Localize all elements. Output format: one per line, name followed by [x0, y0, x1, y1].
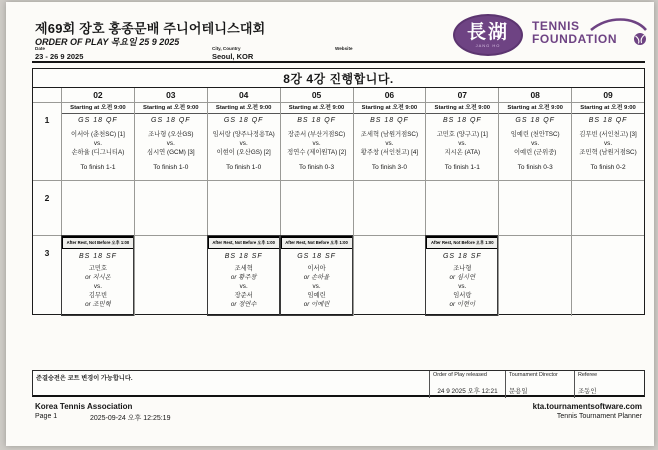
match-cell-r1-court03 — [134, 102, 207, 180]
match-cell-r3-court04 — [207, 235, 280, 316]
player-1: 이서아 — [307, 265, 326, 272]
empty-cell-r2-court06 — [353, 180, 426, 235]
player-1: 고민호 — [88, 265, 108, 272]
match-cell-r3-court05 — [280, 235, 353, 316]
finish-score: To finish 0-3 — [299, 164, 335, 171]
after-rest-note: After Rest, Not Before 오후 1:00 — [281, 236, 353, 249]
row-number-1: 1 — [33, 102, 61, 180]
order-of-play-table — [32, 68, 645, 315]
player-2-alt: or 조민혁 — [85, 301, 111, 308]
event-name: BS 18 QF — [370, 117, 409, 124]
match-cell-r3-court02 — [61, 235, 134, 316]
court-header-09: 09 — [571, 88, 644, 102]
finish-score: To finish 1-1 — [444, 164, 480, 171]
printed-timestamp: 2025-09-24 오후 12:25:19 — [90, 415, 171, 422]
event-name: GS 18 QF — [151, 117, 191, 124]
website-label: Website — [335, 46, 353, 51]
page-number: Page 1 — [35, 413, 58, 420]
referee-value: 조동인 — [574, 383, 644, 398]
finish-score: To finish 1-0 — [226, 164, 262, 171]
court-change-note: 준결승전은 코트 변경이 가능합니다. — [36, 375, 133, 382]
empty-cell-r3-court03 — [134, 235, 207, 316]
event-name: GS 18 SF — [442, 253, 482, 260]
tournament-title: 제69회 장호 홍종문배 주니어테니스대회 — [35, 21, 266, 36]
row-number-2: 2 — [33, 180, 61, 235]
court-header-02: 02 — [61, 88, 134, 102]
player-1: 조세혁 — [234, 265, 253, 272]
player-1-alt: or 지시온 — [85, 274, 111, 281]
start-time: Starting at 오전 9:00 — [135, 103, 207, 114]
start-time: Starting at 오전 9:00 — [281, 103, 353, 114]
match-cell-r1-court09 — [571, 102, 644, 180]
empty-cell-r3-court08 — [498, 235, 571, 316]
tennis-ball-swoosh-icon — [590, 14, 652, 50]
after-rest-note: After Rest, Not Before 오후 1:00 — [426, 236, 498, 249]
event-name: GS 18 QF — [78, 117, 118, 124]
player-1: 임서랑 (양주나정용TA) — [212, 131, 275, 138]
after-rest-note: After Rest, Not Before 오후 1:00 — [208, 236, 280, 249]
empty-cell-r3-court06 — [353, 235, 426, 316]
start-time: Starting at 오전 9:00 — [499, 103, 571, 114]
player-2: 이예린 (군위중) — [513, 149, 557, 156]
website-field — [335, 46, 353, 52]
match-cell-r1-court02 — [61, 102, 134, 180]
player-2: 황주창 (서인천고) [4] — [360, 149, 419, 156]
empty-cell-r2-court03 — [134, 180, 207, 235]
start-time: Starting at 오전 9:00 — [572, 103, 644, 114]
player-2-alt: or 이예린 — [303, 301, 330, 308]
player-1: 김무빈 (서인천고) [3] — [579, 131, 637, 138]
date-value: 23 - 26 9 2025 — [35, 52, 84, 61]
player-1: 조나형 (오산GS) — [148, 131, 194, 138]
released-value: 24 9 2025 오후 12:21 — [429, 383, 505, 398]
player-2-alt: or 이현이 — [449, 301, 476, 308]
start-time: Starting at 오전 9:00 — [208, 103, 280, 114]
player-2: 지시온 (ATA) — [444, 149, 481, 156]
announcement-banner: 8강 4강 진행합니다. — [33, 69, 644, 88]
player-2: 이현이 (오산GS) [2] — [216, 149, 271, 156]
association-name: Korea Tennis Association — [35, 402, 133, 411]
player-2: 임예린 — [307, 292, 326, 299]
vs-label: vs. — [458, 140, 467, 147]
event-name: GS 18 SF — [297, 253, 336, 260]
match-cell-r3-court07 — [425, 235, 498, 316]
finish-score: To finish 1-1 — [80, 164, 116, 171]
vs-label: vs. — [458, 283, 467, 290]
vs-label: vs. — [385, 140, 394, 147]
court-header-07: 07 — [425, 88, 498, 102]
player-1: 조세혁 (남원거점SC) — [360, 131, 419, 138]
vs-label: vs. — [239, 140, 248, 147]
website-url: kta.tournamentsoftware.com — [532, 402, 642, 411]
finish-score: To finish 3-0 — [371, 164, 407, 171]
finish-score: To finish 0-3 — [517, 164, 553, 171]
player-2: 손하율 (디그니티A) — [71, 149, 125, 156]
city-label: City, Country — [212, 46, 241, 51]
row-number-header — [33, 88, 61, 102]
match-cell-r1-court04 — [207, 102, 280, 180]
player-2: 심시연 (GCM) [3] — [146, 149, 195, 156]
player-2: 조민혁 (남원거점SC) — [579, 149, 637, 156]
jangho-oval-logo — [453, 14, 523, 56]
vs-label: vs. — [604, 140, 613, 147]
event-name: GS 18 QF — [515, 117, 555, 124]
vs-label: vs. — [312, 283, 321, 290]
date-label: Date — [35, 46, 45, 51]
release-info-table — [32, 370, 645, 397]
player-2: 정연수 (제이원TA) [2] — [287, 149, 346, 156]
vs-label: vs. — [93, 283, 102, 290]
event-name: GS 18 QF — [223, 117, 264, 124]
event-name: BS 18 SF — [78, 253, 117, 260]
court-header-05: 05 — [280, 88, 353, 102]
empty-cell-r2-court02 — [61, 180, 134, 235]
vs-label: vs. — [312, 140, 321, 147]
match-cell-r1-court08 — [498, 102, 571, 180]
event-name: BS 18 SF — [224, 253, 263, 260]
empty-cell-r2-court05 — [280, 180, 353, 235]
director-label: Tournament Director — [505, 371, 574, 383]
match-cell-r1-court06 — [353, 102, 426, 180]
released-label: Order of Play released — [429, 371, 505, 383]
player-1: 이서아 (춘천SC) [1] — [71, 131, 125, 138]
player-2-alt: or 정연수 — [230, 301, 257, 308]
row-number-3: 3 — [33, 235, 61, 316]
court-header-03: 03 — [134, 88, 207, 102]
finish-score: To finish 0-2 — [590, 164, 626, 171]
order-of-play-subtitle: ORDER OF PLAY 목요일 25 9 2025 — [35, 37, 180, 47]
player-1-alt: or 심시연 — [449, 274, 476, 281]
event-name: BS 18 QF — [297, 117, 336, 124]
finish-score: To finish 1-0 — [153, 164, 189, 171]
date-field — [35, 46, 83, 61]
event-name: BS 18 QF — [588, 117, 628, 124]
vs-label: vs. — [93, 140, 102, 147]
empty-cell-r2-court04 — [207, 180, 280, 235]
vs-label: vs. — [239, 283, 248, 290]
player-1-alt: or 손하율 — [303, 274, 330, 281]
jangho-hanja-text: 長湖 — [466, 21, 509, 43]
court-header-08: 08 — [498, 88, 571, 102]
empty-cell-r2-court08 — [498, 180, 571, 235]
start-time: Starting at 오전 9:00 — [354, 103, 426, 114]
vs-label: vs. — [531, 140, 540, 147]
referee-label: Referee — [574, 371, 644, 383]
empty-cell-r2-court07 — [425, 180, 498, 235]
player-1: 고민호 (양구고) [1] — [436, 131, 488, 138]
court-header-06: 06 — [353, 88, 426, 102]
director-value: 문용일 — [505, 383, 574, 398]
document-page — [6, 2, 654, 446]
player-1: 임예린 (천안TSC) — [510, 131, 560, 138]
jangho-romanized-text: JANG HO — [475, 42, 501, 48]
match-cell-r1-court07 — [425, 102, 498, 180]
empty-cell-r3-court09 — [571, 235, 644, 316]
logo-line-tennis: TENNIS — [532, 19, 580, 33]
player-2: 임서랑 — [453, 292, 472, 299]
after-rest-note: After Rest, Not Before 오후 1:00 — [62, 236, 134, 249]
city-value: Seoul, KOR — [212, 52, 254, 61]
player-2: 김무빈 — [88, 292, 108, 299]
court-header-04: 04 — [207, 88, 280, 102]
logo-line-foundation: FOUNDATION — [532, 32, 618, 46]
software-name: Tennis Tournament Planner — [556, 413, 642, 420]
event-name: BS 18 QF — [442, 117, 482, 124]
player-2: 장준서 — [234, 292, 253, 299]
empty-cell-r2-court09 — [571, 180, 644, 235]
city-field — [212, 46, 253, 61]
player-1: 장준서 (부산거점SC) — [287, 131, 346, 138]
start-time: Starting at 오전 9:00 — [426, 103, 498, 114]
vs-label: vs. — [166, 140, 175, 147]
start-time: Starting at 오전 9:00 — [62, 103, 134, 114]
player-1: 조나형 — [453, 265, 472, 272]
match-cell-r1-court05 — [280, 102, 353, 180]
header-divider — [32, 61, 645, 63]
player-1-alt: or 황주창 — [230, 274, 257, 281]
